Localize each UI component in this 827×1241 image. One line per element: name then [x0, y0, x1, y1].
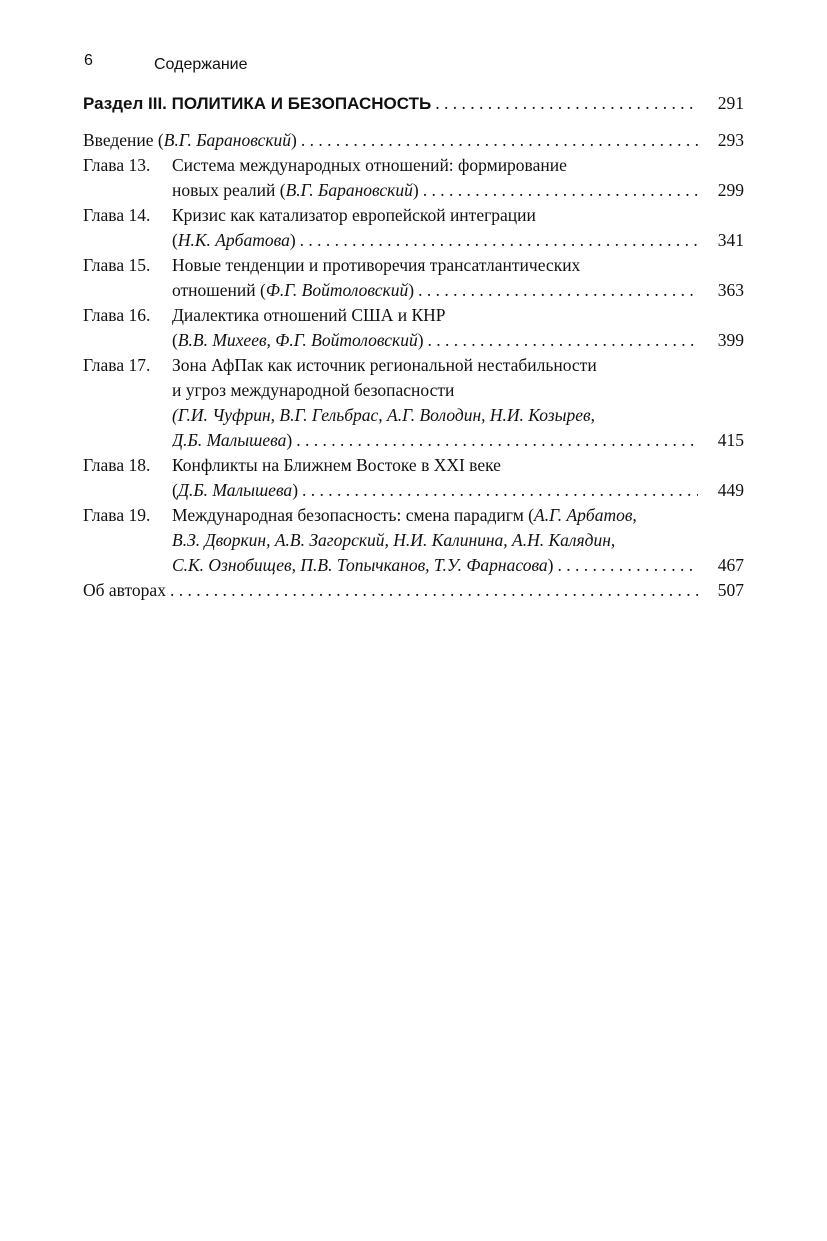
- chapter-label: Глава 18.: [83, 455, 151, 475]
- about-label: Об авторах: [83, 580, 166, 600]
- chapter-authors: Д.Б. Малышева: [172, 430, 287, 450]
- chapter-label: Глава 13.: [83, 155, 151, 175]
- chapter-title-line: Система международных отношений: формирование: [172, 155, 567, 175]
- toc-chapter: Глава 17. Зона АфПак как источник региональной нестабильности и угроз международной безопасности (Г.И. Чуфрин, В.Г. Гельбрас, А.Г. Володин, Н.И. Козырев, Д.Б. Малышева) . . . 415: [83, 353, 744, 453]
- intro-author: В.Г. Барановский: [163, 130, 292, 150]
- chapter-authors-line: В.З. Дворкин, А.В. Загорский, Н.И. Калинина, А.Н. Калядин,: [172, 530, 616, 550]
- section-title: Раздел III. ПОЛИТИКА И БЕЗОПАСНОСТЬ: [83, 94, 432, 113]
- chapter-label: Глава 15.: [83, 255, 151, 275]
- toc-chapter: Глава 14. Кризис как катализатор европейской интеграции (Н.К. Арбатова) . . . 341: [83, 203, 744, 253]
- chapter-authors: Н.К. Арбатова: [177, 230, 290, 250]
- chapter-title-line: и угроз международной безопасности: [172, 380, 455, 400]
- chapter-label: Глава 16.: [83, 305, 151, 325]
- chapter-title-line: Зона АфПак как источник региональной нестабильности: [172, 355, 597, 375]
- chapter-page: 449: [717, 480, 744, 500]
- intro-label: Введение: [83, 130, 154, 150]
- chapter-page: 399: [717, 330, 744, 350]
- chapter-authors: Д.Б. Малышева: [177, 480, 293, 500]
- table-of-contents: [83, 91, 744, 603]
- chapter-page: 299: [717, 180, 744, 200]
- toc-chapter: Глава 16. Диалектика отношений США и КНР (В.В. Михеев, Ф.Г. Войтоловский) . . . 399: [83, 303, 744, 353]
- toc-chapter: Глава 15. Новые тенденции и противоречия трансатлантических отношений (Ф.Г. Войтоловский) . . . 363: [83, 253, 744, 303]
- page-number: 6: [84, 52, 93, 69]
- chapter-authors: В.Г. Барановский: [285, 180, 413, 200]
- chapter-page: 415: [717, 430, 744, 450]
- chapter-authors: Ф.Г. Войтоловский: [265, 280, 409, 300]
- chapter-title-line: Новые тенденции и противоречия трансатлантических: [172, 255, 581, 275]
- toc-about: [83, 578, 744, 603]
- toc-intro: Введение (В.Г. Барановский) . . . 293: [83, 128, 744, 153]
- running-title: Содержание: [154, 56, 248, 73]
- chapter-page: 363: [717, 280, 744, 300]
- toc-section: [83, 91, 744, 116]
- chapter-title-line: Кризис как катализатор европейской интеграции: [172, 205, 536, 225]
- intro-page: 293: [717, 130, 744, 150]
- chapter-title-line: Диалектика отношений США и КНР: [172, 305, 446, 325]
- toc-chapter: Глава 19. Международная безопасность: смена парадигм (А.Г. Арбатов, В.З. Дворкин, А.В. Загорский, Н.И. Калинина, А.Н. Калядин, С.К. Ознобищев, П.В. Топычканов, Т.У. Фарнасова) . . . 467: [83, 503, 744, 578]
- chapter-page: 341: [717, 230, 744, 250]
- chapter-page: 467: [717, 555, 744, 575]
- chapter-label: Глава 19.: [83, 505, 151, 525]
- chapter-authors: В.В. Михеев, Ф.Г. Войтоловский: [177, 330, 418, 350]
- chapter-label: Глава 14.: [83, 205, 151, 225]
- about-page: 507: [717, 580, 744, 600]
- chapter-authors-line: (Г.И. Чуфрин, В.Г. Гельбрас, А.Г. Володин, Н.И. Козырев,: [172, 405, 595, 425]
- chapter-label: Глава 17.: [83, 355, 151, 375]
- chapter-authors: С.К. Ознобищев, П.В. Топычканов, Т.У. Фарнасова: [172, 555, 548, 575]
- chapter-title-line: Конфликты на Ближнем Востоке в XXI веке: [172, 455, 501, 475]
- section-page: 291: [717, 93, 744, 113]
- chapter-title-line: Международная безопасность: смена парадигм (А.Г. Арбатов,: [172, 505, 637, 525]
- toc-chapter: Глава 18. Конфликты на Ближнем Востоке в XXI веке (Д.Б. Малышева) . . . 449: [83, 453, 744, 503]
- toc-chapter: Глава 13. Система международных отношений: формирование новых реалий (В.Г. Барановский) . . . 299: [83, 153, 744, 203]
